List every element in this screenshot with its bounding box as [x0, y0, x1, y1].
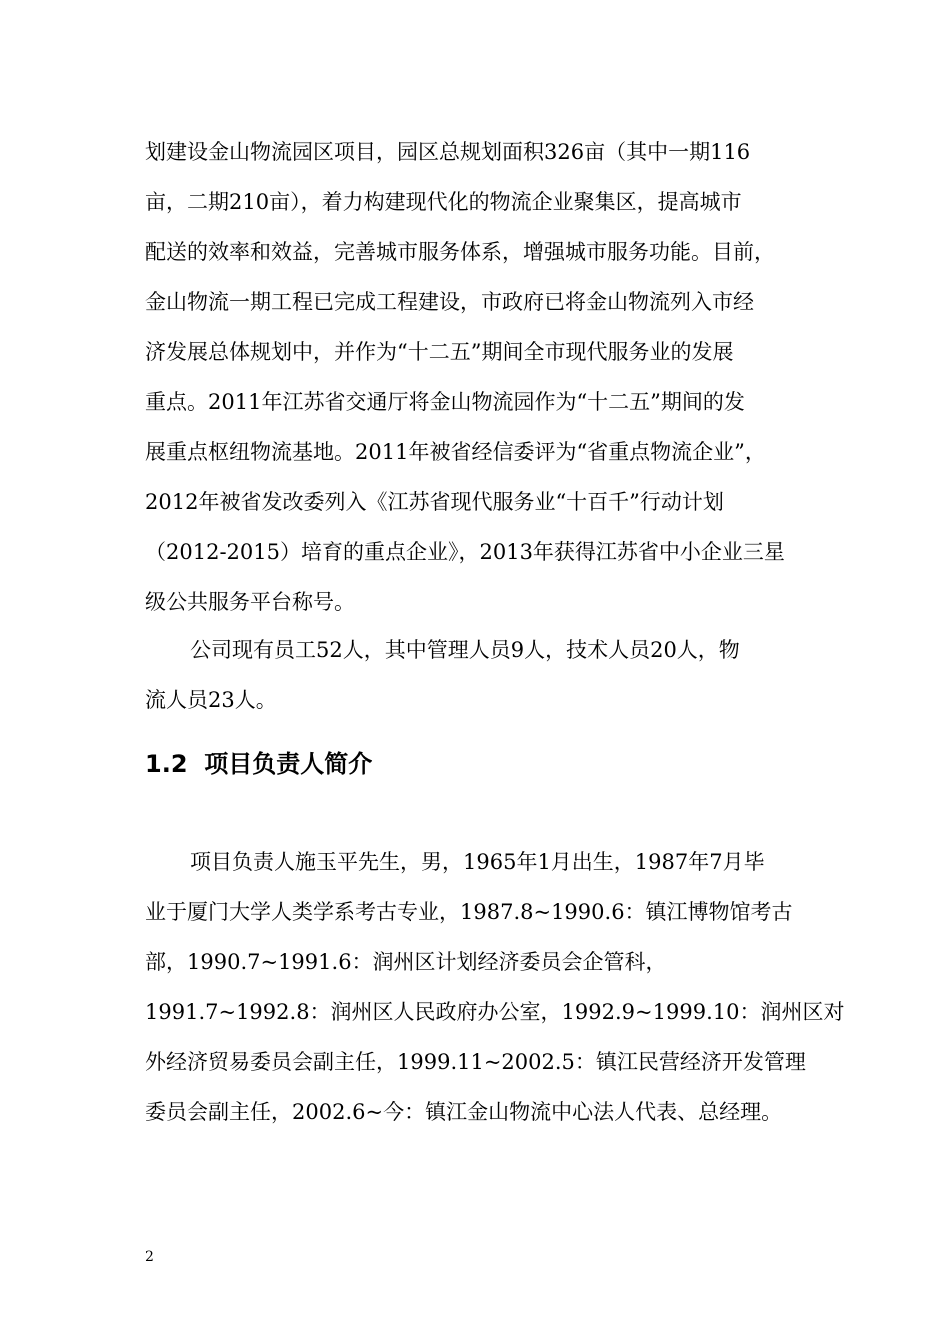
text-line: 外经济贸易委员会副主任，1999.11~2002.5：镇江民营经济开发管理	[145, 1050, 806, 1074]
text-line: 划建设金山物流园区项目，园区总规划面积326亩（其中一期116	[145, 140, 751, 164]
text-line: 重点。2011年江苏省交通厅将金山物流园作为“十二五”期间的发	[145, 390, 745, 414]
text-line: 亩，二期210亩），着力构建现代化的物流企业聚集区，提高城市	[145, 190, 742, 214]
text-line: 济发展总体规划中，并作为“十二五”期间全市现代服务业的发展	[145, 340, 734, 364]
text-line: 展重点枢纽物流基地。2011年被省经信委评为“省重点物流企业”，	[145, 440, 766, 464]
page-number: 2	[145, 1249, 154, 1265]
text-line: 流人员23人。	[145, 688, 277, 712]
text-line: 公司现有员工52人，其中管理人员9人，技术人员20人，物	[190, 638, 740, 662]
text-line: 级公共服务平台称号。	[145, 590, 355, 614]
text-line: 金山物流一期工程已完成工程建设，市政府已将金山物流列入市经	[145, 290, 754, 314]
text-line: 业于厦门大学人类学系考古专业，1987.8~1990.6：镇江博物馆考古	[145, 900, 793, 924]
text-line: 项目负责人施玉平先生，男，1965年1月出生，1987年7月毕	[190, 850, 765, 874]
text-line: 委员会副主任，2002.6~今：镇江金山物流中心法人代表、总经理。	[145, 1100, 783, 1124]
text-line: 配送的效率和效益，完善城市服务体系，增强城市服务功能。目前，	[145, 240, 775, 264]
text-line: 部，1990.7~1991.6：润州区计划经济委员会企管科，	[145, 950, 667, 974]
text-line: （2012-2015）培育的重点企业》，2013年获得江苏省中小企业三星	[145, 540, 785, 564]
text-line: 2012年被省发改委列入《江苏省现代服务业“十百千”行动计划	[145, 490, 724, 514]
text-line: 1991.7~1992.8：润州区人民政府办公室，1992.9~1999.10：润州区对	[145, 1000, 845, 1024]
section-heading: 1.2 项目负责人简介	[145, 750, 373, 778]
